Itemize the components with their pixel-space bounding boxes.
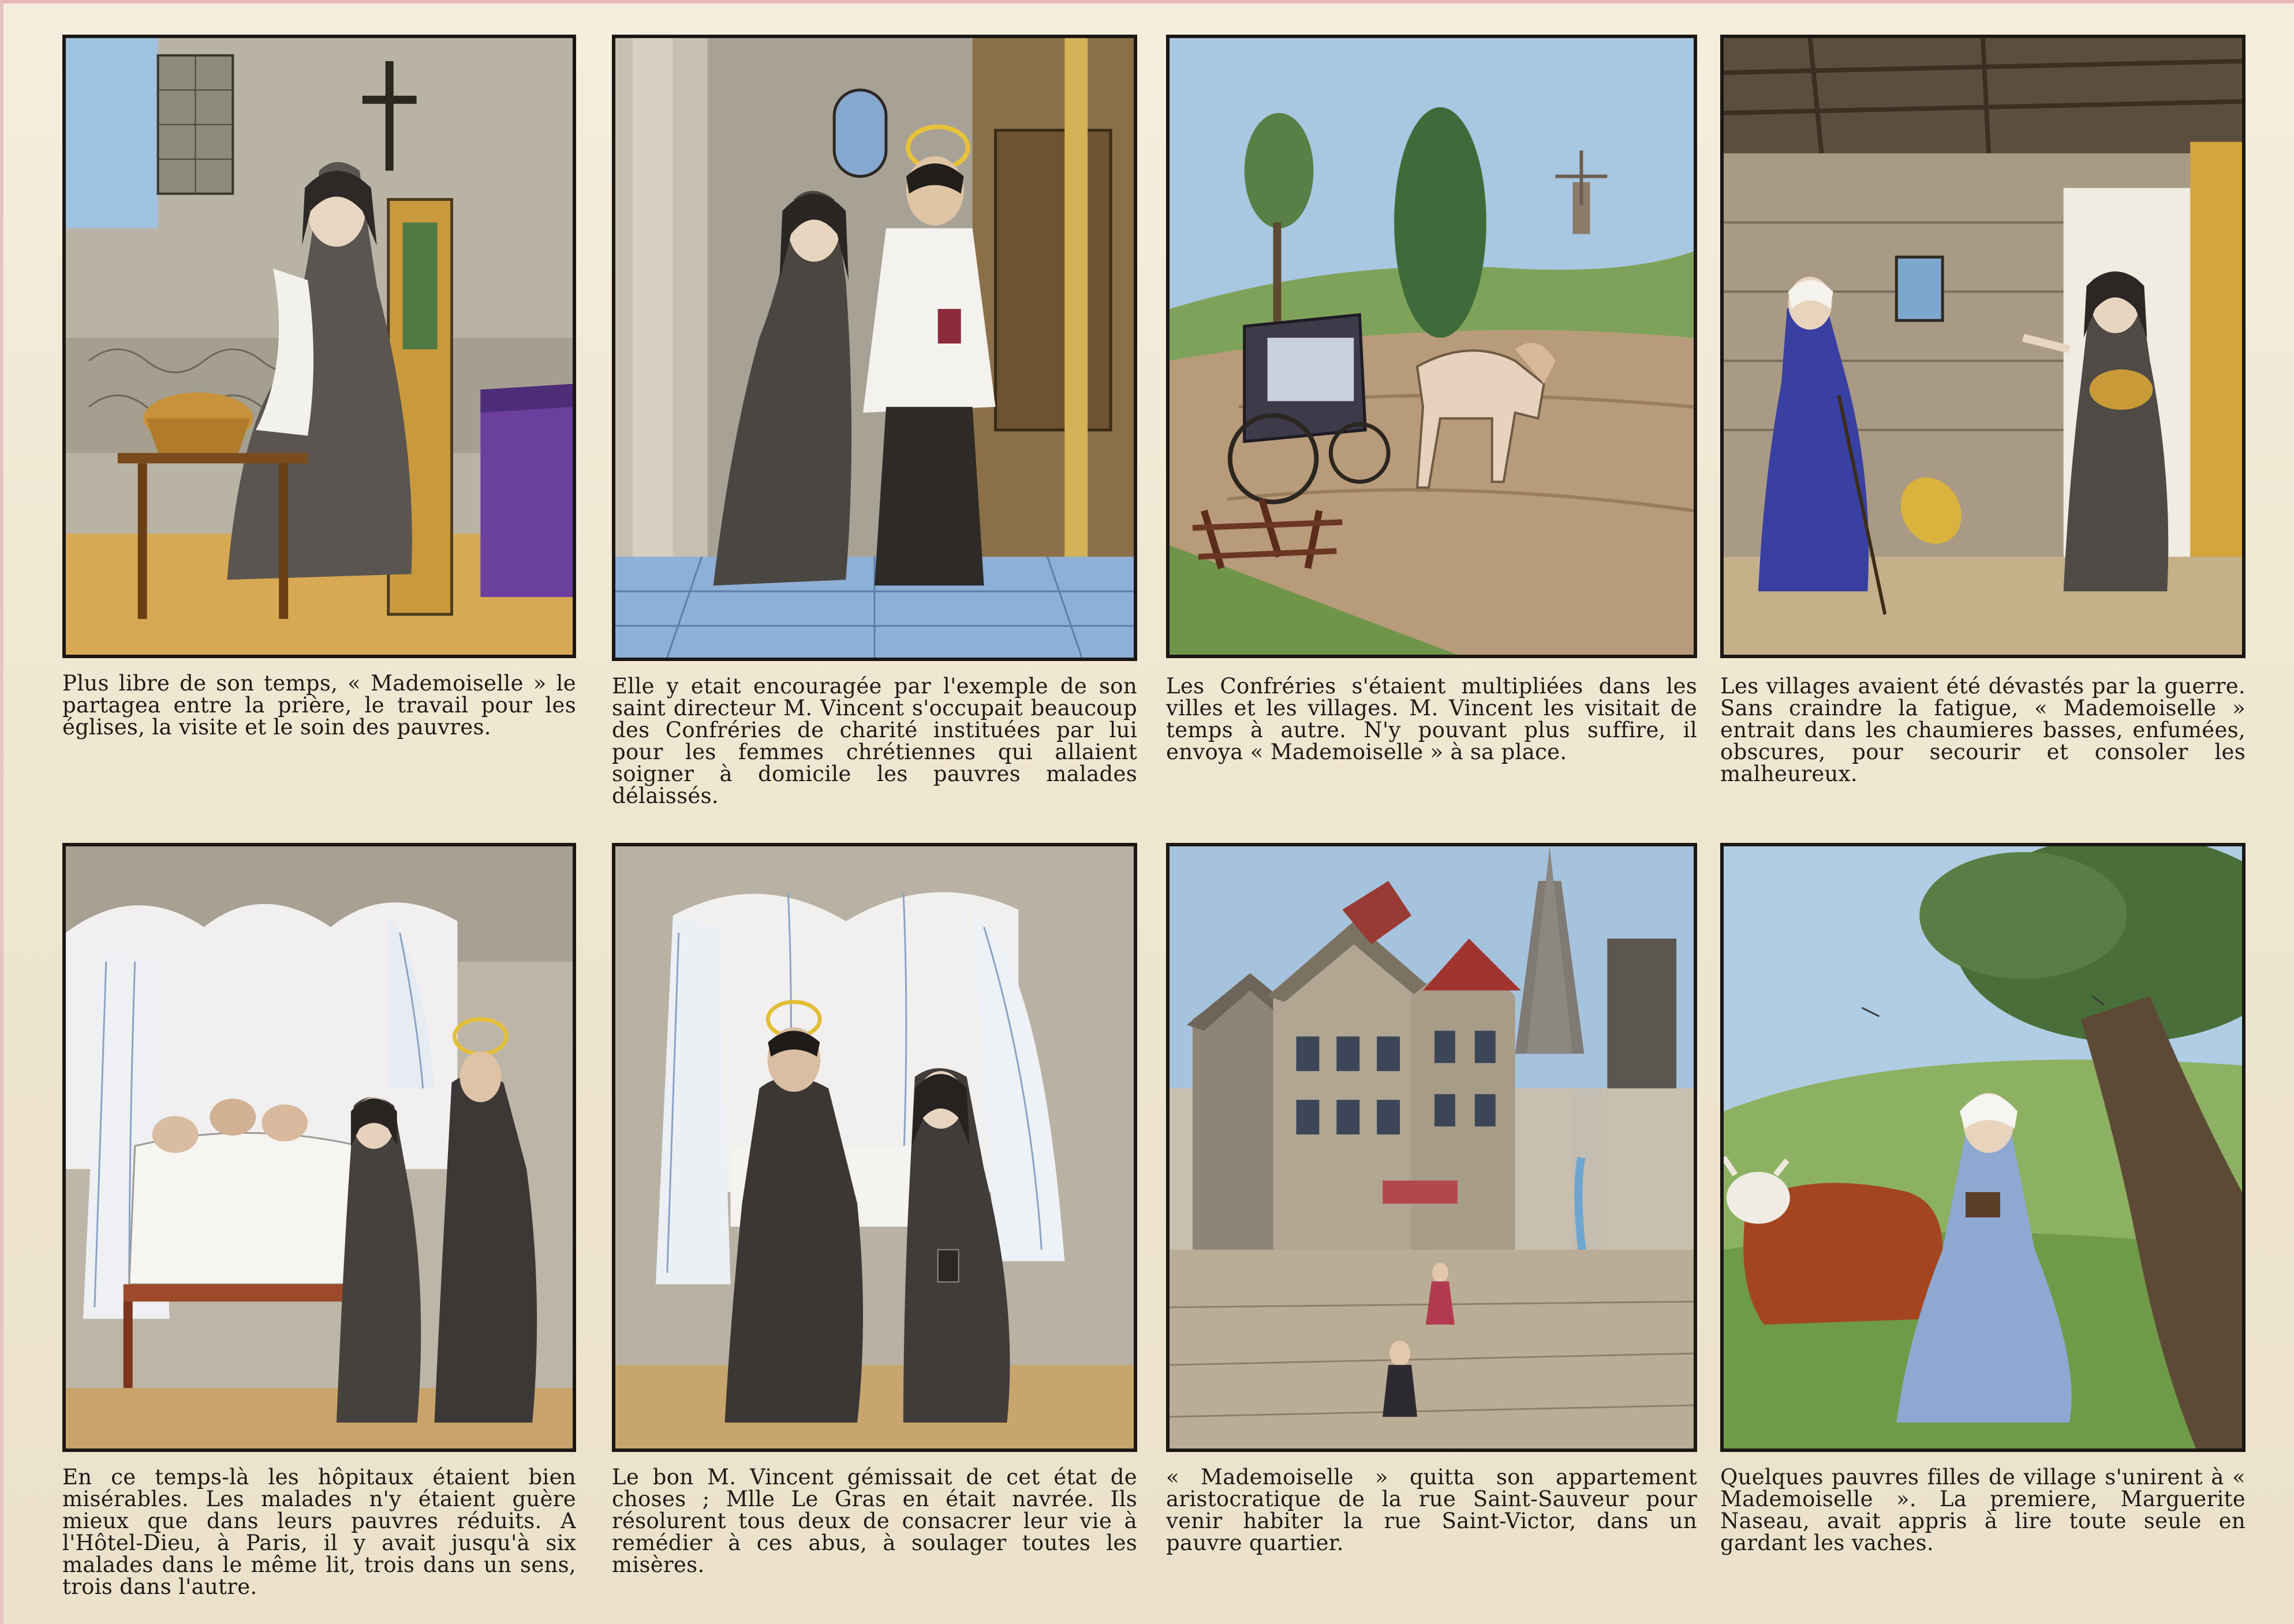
panel-4 [1720,35,2246,797]
panel-2 [612,35,1137,831]
panel-6 [612,843,1137,1593]
panel-7-caption: « Mademoiselle » quitta son appartement aristocratique de la rue Saint-Sauveur pour venir habiter la rue Saint-Victor, dans un pauvre quartier. [1166,1465,1697,1555]
panel-5-caption: En ce temps-là les hôpitaux étaient bien misérables. Les malades n'y étaient guère mieux que dans leurs pauvres réduits. A l'Hôtel-Dieu, à Paris, il y avait jusqu'à six malades dans le même lit, trois dans un sens, trois dans l'autre. [62,1465,576,1599]
panel-5-illustration [62,843,576,1452]
panel-7 [1166,843,1697,1593]
panel-7-illustration [1166,843,1697,1452]
girl-with-cow-icon [1724,846,2242,1448]
panel-3-illustration [1166,35,1697,658]
panel-1-caption: Plus libre de son temps, « Mademoiselle » le partagea entre la prière, le travail pour les églises, la visite et le soin des pauvres. [62,671,576,740]
panel-5 [62,843,576,1611]
panel-6-illustration [612,843,1137,1452]
panel-2-illustration [612,35,1137,661]
panel-8 [1720,843,2246,1593]
panel-3-caption: Les Confréries s'étaient multipliées dans les villes et les villages. M. Vincent les visitait de temps à autre. N'y pouvant plus suffire, il envoya « Mademoiselle » à sa place. [1166,674,1697,764]
panel-6-caption: Le bon M. Vincent gémissait de cet état de choses ; Mlle Le Gras en était navrée. Ils résolurent tous deux de consacrer leur vie à remédier à ces abus, à soulager toutes les misères. [612,1465,1137,1577]
panel-4-caption: Les villages avaient été dévastés par la guerre. Sans craindre la fatigue, « Mademoiselle » entrait dans les chaumieres basses, enfumées, obscures, pour secourir et consoler les malheureux. [1720,674,2246,786]
panel-4-illustration [1720,35,2246,658]
woman-sewing-icon [66,38,573,655]
town-street-icon [1170,846,1694,1448]
panel-3 [1166,35,1697,797]
priest-and-woman-icon [615,38,1134,658]
panel-1 [62,35,576,797]
cottage-visit-icon [1724,38,2242,655]
panel-1-illustration [62,35,576,658]
hospital-bed-icon [66,846,573,1448]
panel-8-illustration [1720,843,2246,1452]
panel-8-caption: Quelques pauvres filles de village s'unirent à « Mademoiselle ». La premiere, Marguerite Naseau, avait appris à lire toute seule en gardant les vaches. [1720,1465,2246,1555]
two-figures-conversing-icon [615,846,1134,1448]
horse-carriage-icon [1170,38,1694,655]
panel-2-caption: Elle y etait encouragée par l'exemple de son saint directeur M. Vincent s'occupait beaucoup des Confréries de charité instituées par lui pour les femmes chrétiennes qui allaient soigner à domicile les pauvres malades délaissés. [612,674,1137,808]
